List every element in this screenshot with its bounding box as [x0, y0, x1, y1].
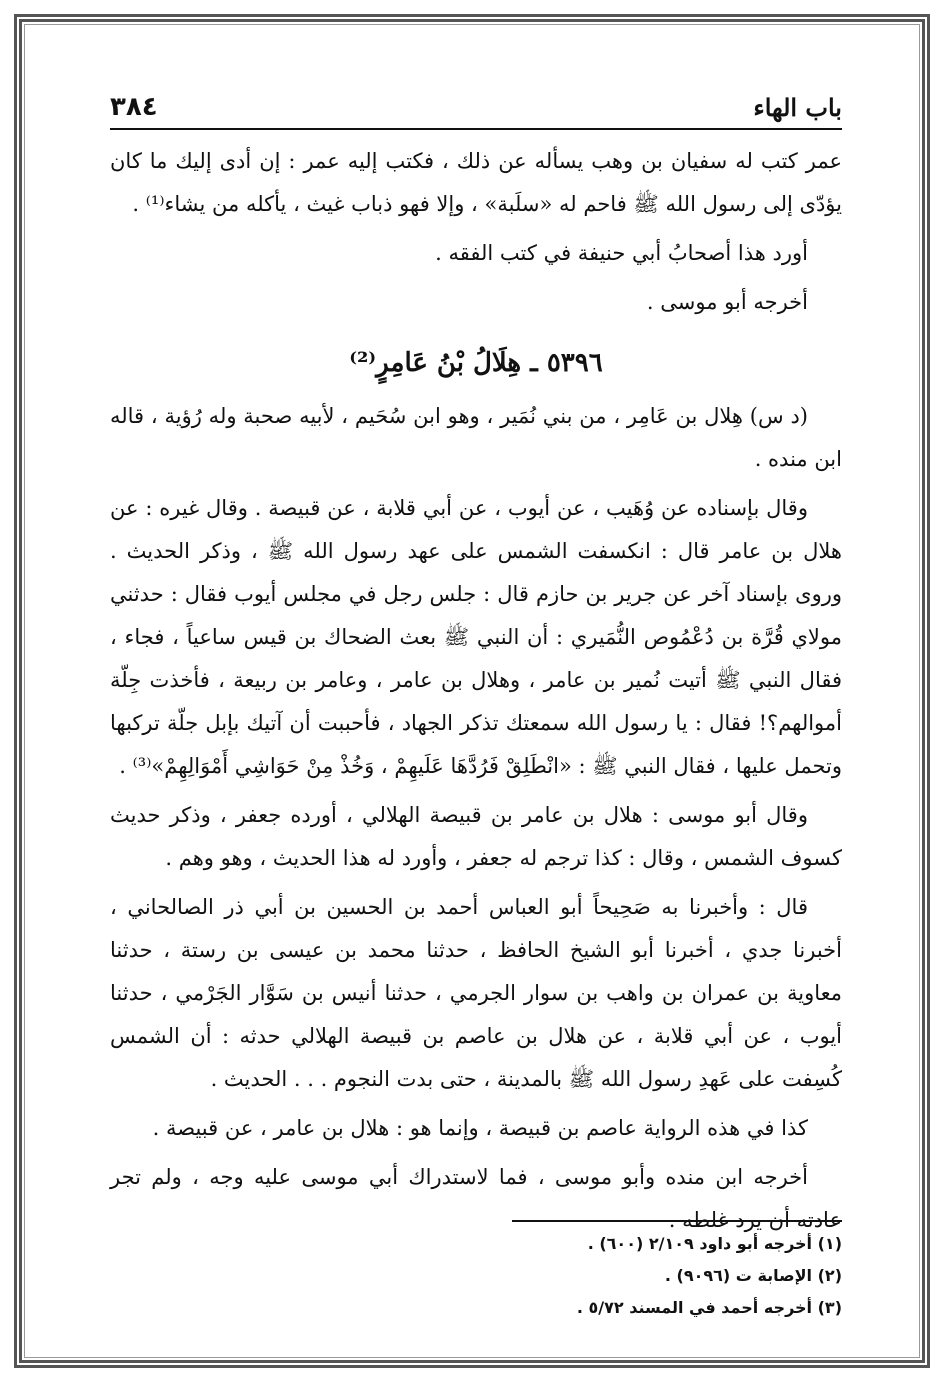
paragraph: أخرجه أبو موسى .	[646, 290, 808, 314]
footnote: (٣) أخرجه أحمد في المسند ٥/٧٢ .	[576, 1298, 842, 1317]
paragraph: أخرجه ابن منده وأبو موسى ، فما لاستدراك أبي موسى عليه وجه ، ولم تجر عادته أن يرد غلطه .	[110, 1165, 842, 1232]
paragraph: وقال بإسناده عن وُهَيب ، عن أيوب ، عن أبي قلابة ، عن قبيصة . وقال غيره : عن هلال بن عامر قال : انكسفت الشمس على عهد رسول الله ﷺ ، وذكر الحديث . وروى بإسناد آخر عن جرير بن حازم قال : جلس رجل في مجلس أيوب فقال : حدثني مولاي قُرَّة بن دُعْمُوص النُّمَيري : أن النبي ﷺ بعث الضحاك بن قيس ساعياً ، فجاء ، فقال النبي ﷺ أتيت نُمير بن عامر ، وهلال بن عامر ، وعامر بن ربيعة ، فأخذت جِلّة أموالهم؟! فقال : يا رسول الله سمعتك تذكر الجهاد ، فأحببت أن آتيك بإبل جلّة تركبها وتحمل عليها ، فقال النبي ﷺ : «انْطَلِقْ فَرُدَّهَا عَلَيهِمْ ، وَخُذْ مِنْ حَوَاشِي أَمْوَالِهِمْ»⁽³⁾ .	[110, 496, 843, 778]
footnote: (١) أخرجه أبو داود ٢/١٠٩ (٦٠٠) .	[587, 1234, 842, 1253]
paragraph: عمر كتب له سفيان بن وهب يسأله عن ذلك ، فكتب إليه عمر : إن أدى إليك ما كان يؤدّى إلى رسول الله ﷺ فاحم له «سلَبة» ، وإلا فهو ذباب غيث ، يأكله من يشاء⁽¹⁾ .	[110, 149, 842, 216]
chapter-title: باب الهاء	[753, 93, 842, 122]
paragraph: قال : وأخبرنا به صَحِيحاً أبو العباس أحمد بن الحسين بن أبي ذر الصالحاني ، أخبرنا جدي ، أخبرنا أبو الشيخ الحافظ ، حدثنا محمد بن عيسى بن رستة ، حدثنا معاوية بن عمران بن واهب بن سوار الجرمي ، حدثنا أنيس بن سَوَّار الجَرْمي ، حدثنا أيوب ، عن أبي قلابة ، عن هلال بن عاصم بن قبيصة الهلالي حدثه : أن الشمس كُسِفت على عَهدِ رسول الله ﷺ بالمدينة ، حتى بدت النجوم . . . الحديث .	[110, 895, 842, 1091]
page-header	[110, 82, 842, 130]
footnote-divider	[512, 1220, 842, 1222]
paragraph: أورد هذا أصحابُ أبي حنيفة في كتب الفقه .	[435, 241, 808, 265]
page-body	[110, 140, 842, 1248]
paragraph: كذا في هذه الرواية عاصم بن قبيصة ، وإنما هو : هلال بن عامر ، عن قبيصة .	[152, 1116, 808, 1140]
entry-heading: ٥٣٩٦ ـ هِلَالُ بْنُ عَامِرٍ⁽²⁾	[349, 348, 603, 378]
page-number: ٣٨٤	[110, 92, 158, 122]
paragraph: (د س) هِلال بن عَامِر ، من بني نُمَير ، وهو ابن سُحَيم ، لأبيه صحبة وله رُؤية ، قاله ابن منده .	[110, 404, 842, 471]
footnote: (٢) الإصابة ت (٩٠٩٦) .	[664, 1266, 842, 1285]
paragraph: وقال أبو موسى : هلال بن عامر بن قبيصة الهلالي ، أورده جعفر ، وذكر حديث كسوف الشمس ، وقال : كذا ترجم له جعفر ، وأورد له هذا الحديث ، وهو وهم .	[110, 803, 842, 870]
footnotes	[110, 1220, 842, 1324]
